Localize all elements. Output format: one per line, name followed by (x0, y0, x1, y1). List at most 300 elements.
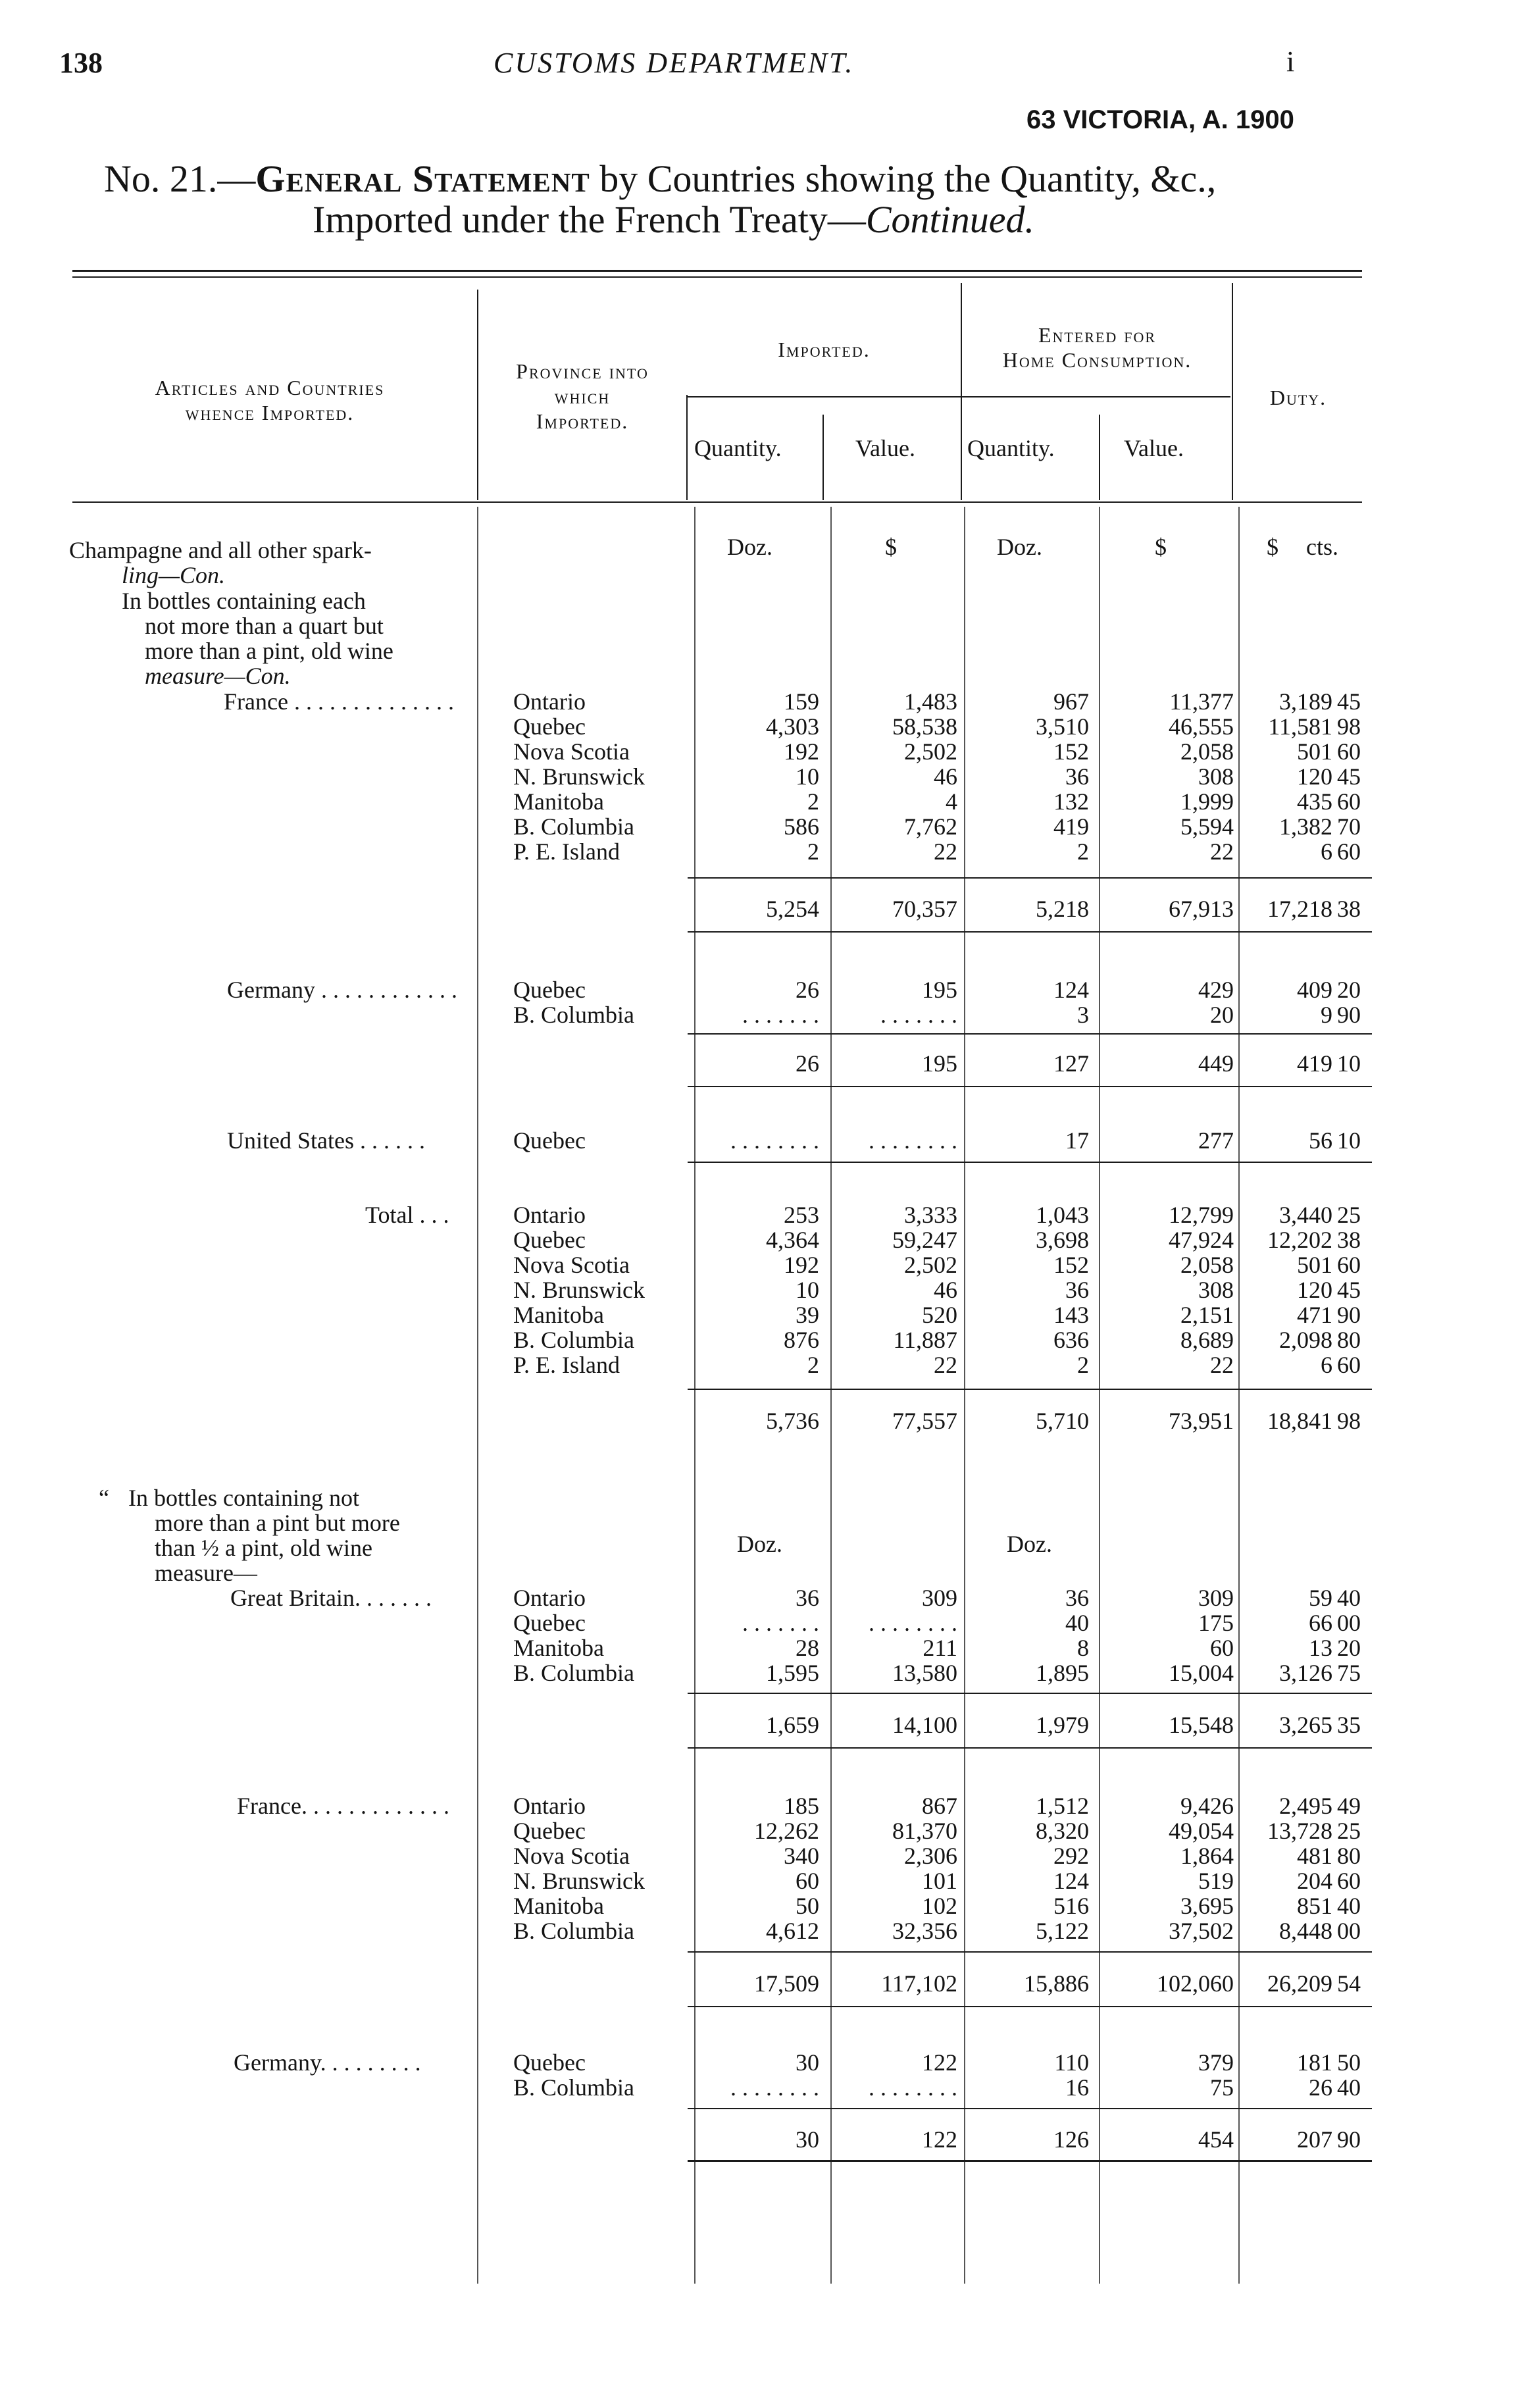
g5-eq-1: 36 (1065, 1585, 1089, 1611)
g4-dd-1: 3,440 (1279, 1202, 1332, 1228)
g7-iv-1: 122 (922, 2049, 957, 2076)
col-entered-quantity: Quantity. (967, 435, 1055, 461)
g5-dd-2: 66 (1309, 1610, 1332, 1636)
g7-total-ev: 454 (1198, 2126, 1234, 2153)
g5-prov-1: Ontario (513, 1585, 586, 1611)
col-articles (72, 375, 467, 425)
g5-total-iv: 14,100 (892, 1712, 957, 1738)
s2-unit-doz-imported: Doz. (737, 1531, 782, 1557)
g4-dd-6: 2,098 (1279, 1327, 1332, 1353)
body-vrule-iv (830, 507, 832, 2284)
g2-total-iq: 26 (796, 1050, 819, 1077)
g2-iv-1: 195 (922, 977, 957, 1003)
g1-dc-1: 45 (1337, 688, 1361, 715)
g1-dc-7: 60 (1337, 838, 1361, 865)
g1-eq-3: 152 (1053, 738, 1089, 765)
col-entered-value: Value. (1124, 435, 1184, 461)
g7-eq-1: 110 (1054, 2049, 1089, 2076)
g4-dd-7: 6 (1321, 1352, 1332, 1378)
g4-dd-5: 471 (1297, 1302, 1332, 1328)
g6-dd-6: 8,448 (1279, 1918, 1332, 1944)
g3-dd-1: 56 (1309, 1127, 1332, 1154)
g6-iq-6: 4,612 (766, 1918, 819, 1944)
g1-iq-6: 586 (784, 813, 819, 840)
g3-dc-1: 10 (1337, 1127, 1361, 1154)
g4-iq-3: 192 (784, 1252, 819, 1278)
unit-cts-duty: cts. (1306, 534, 1338, 560)
g2-iq-2: . . . . . . . (742, 1002, 819, 1028)
g4-total-iq: 5,736 (766, 1408, 819, 1434)
g2-iv-2: . . . . . . . (880, 1002, 957, 1028)
g6-dd-1: 2,495 (1279, 1793, 1332, 1819)
g7-total-dd: 207 (1297, 2126, 1332, 2153)
g4-ev-1: 12,799 (1169, 1202, 1234, 1228)
g1-ev-2: 46,555 (1169, 713, 1234, 740)
body-vrule-prov (477, 507, 478, 2284)
g5-iq-4: 1,595 (766, 1660, 819, 1686)
g3-prov-1: Quebec (513, 1127, 586, 1154)
g2-ev-1: 429 (1198, 977, 1234, 1003)
g4-eq-7: 2 (1077, 1352, 1089, 1378)
s1-heading-l1: Champagne and all other spark- (69, 537, 372, 563)
s2-sub-l4: measure— (155, 1560, 257, 1586)
g6-total-iq: 17,509 (754, 1970, 819, 1997)
g1-eq-7: 2 (1077, 838, 1089, 865)
g4-dc-3: 60 (1337, 1252, 1361, 1278)
g5-total-iq: 1,659 (766, 1712, 819, 1738)
s1-sub-l2: not more than a quart but (145, 613, 384, 639)
g3-bottom-rule (688, 1162, 1372, 1163)
g4-total-dd: 18,841 (1267, 1408, 1332, 1434)
g4-country: Total . . . (365, 1202, 449, 1228)
g1-dc-3: 60 (1337, 738, 1361, 765)
g6-prov-5: Manitoba (513, 1893, 604, 1919)
g5-total-eq: 1,979 (1036, 1712, 1089, 1738)
g6-iq-4: 60 (796, 1868, 819, 1894)
g1-bottom-rule (688, 931, 1372, 933)
g7-dd-1: 181 (1297, 2049, 1332, 2076)
table-title (104, 157, 1216, 201)
g4-eq-3: 152 (1053, 1252, 1089, 1278)
g4-prov-5: Manitoba (513, 1302, 604, 1328)
g1-dd-6: 1,382 (1279, 813, 1332, 840)
header-rule-bottom (72, 501, 1362, 503)
g6-country: France. . . . . . . . . . . . . (237, 1793, 449, 1819)
header-vrule-prov (477, 290, 478, 500)
g6-eq-1: 1,512 (1036, 1793, 1089, 1819)
g5-country: Great Britain. . . . . . . (230, 1585, 432, 1611)
g2-bottom-rule (688, 1086, 1372, 1087)
table-title-line2 (313, 197, 1034, 242)
g2-eq-1: 124 (1053, 977, 1089, 1003)
g6-ev-6: 37,502 (1169, 1918, 1234, 1944)
g1-dd-3: 501 (1297, 738, 1332, 765)
g2-dc-1: 20 (1337, 977, 1361, 1003)
g5-iv-4: 13,580 (892, 1660, 957, 1686)
g7-dc-1: 50 (1337, 2049, 1361, 2076)
col-province-l3: Imported. (536, 409, 629, 433)
g3-country: United States . . . . . . (227, 1127, 425, 1154)
g6-iq-3: 340 (784, 1843, 819, 1869)
g7-prov-1: Quebec (513, 2049, 586, 2076)
g6-total-ev: 102,060 (1157, 1970, 1234, 1997)
g1-iv-2: 58,538 (892, 713, 957, 740)
body-vrule-duty (1238, 507, 1240, 2284)
g2-total-rule (688, 1033, 1372, 1035)
g4-iv-3: 2,502 (904, 1252, 957, 1278)
g1-total-eq: 5,218 (1036, 896, 1089, 922)
g1-ev-5: 1,999 (1180, 788, 1234, 815)
col-province (480, 359, 684, 434)
g6-iv-1: 867 (922, 1793, 957, 1819)
unit-doz-imported: Doz. (727, 534, 772, 560)
g6-bottom-rule (688, 2006, 1372, 2007)
g1-iv-3: 2,502 (904, 738, 957, 765)
header-vrule-iv (822, 415, 824, 500)
col-imported-quantity: Quantity. (694, 435, 782, 461)
g4-ev-5: 2,151 (1180, 1302, 1234, 1328)
g6-total-rule (688, 1951, 1372, 1953)
g6-iv-2: 81,370 (892, 1818, 957, 1844)
g4-iq-1: 253 (784, 1202, 819, 1228)
g4-dc-4: 45 (1337, 1277, 1361, 1303)
g5-iv-3: 211 (923, 1635, 957, 1661)
s1-sub-l4: measure—Con. (145, 663, 291, 689)
g6-dc-2: 25 (1337, 1818, 1361, 1844)
header-vrule-duty (1232, 283, 1233, 500)
g4-dc-6: 80 (1337, 1327, 1361, 1353)
g4-ev-2: 47,924 (1169, 1227, 1234, 1253)
g3-iq-1: . . . . . . . . (730, 1127, 819, 1154)
g6-total-dd: 26,209 (1267, 1970, 1332, 1997)
g1-iq-4: 10 (796, 763, 819, 790)
g7-ev-2: 75 (1210, 2074, 1234, 2101)
header-vrule-entered (961, 283, 962, 500)
g1-ev-3: 2,058 (1180, 738, 1234, 765)
g5-iq-2: . . . . . . . (742, 1610, 819, 1636)
g7-total-rule (688, 2108, 1372, 2109)
g6-iv-6: 32,356 (892, 1918, 957, 1944)
g1-ev-1: 11,377 (1169, 688, 1234, 715)
g1-total-iq: 5,254 (766, 896, 819, 922)
g5-bottom-rule (688, 1747, 1372, 1749)
g1-iv-5: 4 (946, 788, 957, 815)
g2-eq-2: 3 (1077, 1002, 1089, 1028)
g6-ev-4: 519 (1198, 1868, 1234, 1894)
title-caps: General Statement (255, 157, 590, 200)
header-rule-top-2 (72, 276, 1362, 278)
g1-total-ev: 67,913 (1169, 896, 1234, 922)
folio-mark: i (1286, 45, 1295, 78)
s2-sub-l2: more than a pint but more (155, 1510, 400, 1536)
col-entered (964, 322, 1230, 372)
g4-iq-2: 4,364 (766, 1227, 819, 1253)
department-header: CUSTOMS DEPARTMENT. (493, 47, 855, 79)
g1-total-rule (688, 877, 1372, 879)
g5-ev-2: 175 (1198, 1610, 1234, 1636)
g1-dd-2: 11,581 (1268, 713, 1332, 740)
g1-iv-4: 46 (934, 763, 957, 790)
g4-iv-7: 22 (934, 1352, 957, 1378)
g1-dc-6: 70 (1337, 813, 1361, 840)
col-articles-l2: whence Imported. (185, 401, 355, 424)
title-line2-text: Imported under the French Treaty— (313, 198, 866, 241)
s1-sub-l3: more than a pint, old wine (145, 638, 393, 664)
g5-dd-3: 13 (1309, 1635, 1332, 1661)
g7-dc-2: 40 (1337, 2074, 1361, 2101)
g1-prov-1: Ontario (513, 688, 586, 715)
g7-iq-1: 30 (796, 2049, 819, 2076)
g4-iq-7: 2 (807, 1352, 819, 1378)
title-rest: by Countries showing the Quantity, &c., (590, 157, 1217, 200)
g6-iq-5: 50 (796, 1893, 819, 1919)
g5-iv-1: 309 (922, 1585, 957, 1611)
g1-total-iv: 70,357 (892, 896, 957, 922)
g5-total-rule (688, 1693, 1372, 1694)
g2-dd-2: 9 (1321, 1002, 1332, 1028)
g4-iq-6: 876 (784, 1327, 819, 1353)
g6-eq-2: 8,320 (1036, 1818, 1089, 1844)
g6-prov-6: B. Columbia (513, 1918, 635, 1944)
g5-dc-1: 40 (1337, 1585, 1361, 1611)
g7-iq-2: . . . . . . . . (730, 2074, 819, 2101)
page-number: 138 (59, 47, 103, 79)
g4-ev-3: 2,058 (1180, 1252, 1234, 1278)
g2-prov-2: B. Columbia (513, 1002, 635, 1028)
s1-sub-l1: In bottles containing each (122, 588, 366, 614)
g7-dd-2: 26 (1309, 2074, 1332, 2101)
g7-bottom-rule (688, 2160, 1372, 2162)
g7-total-eq: 126 (1053, 2126, 1089, 2153)
g5-iq-3: 28 (796, 1635, 819, 1661)
g1-dd-4: 120 (1297, 763, 1332, 790)
g2-prov-1: Quebec (513, 977, 586, 1003)
g1-iv-6: 7,762 (904, 813, 957, 840)
g4-eq-6: 636 (1053, 1327, 1089, 1353)
col-imported-value: Value. (855, 435, 915, 461)
g6-ev-5: 3,695 (1180, 1893, 1234, 1919)
g4-prov-2: Quebec (513, 1227, 586, 1253)
g6-ev-3: 1,864 (1180, 1843, 1234, 1869)
g4-dc-5: 90 (1337, 1302, 1361, 1328)
g6-total-eq: 15,886 (1024, 1970, 1089, 1997)
g4-total-dc: 98 (1337, 1408, 1361, 1434)
g1-iq-2: 4,303 (766, 713, 819, 740)
unit-doz-entered: Doz. (997, 534, 1042, 560)
g1-iv-7: 22 (934, 838, 957, 865)
col-province-l2: which (554, 384, 611, 408)
g5-dc-2: 00 (1337, 1610, 1361, 1636)
g2-dc-2: 90 (1337, 1002, 1361, 1028)
g6-eq-6: 5,122 (1036, 1918, 1089, 1944)
g7-eq-2: 16 (1065, 2074, 1089, 2101)
g5-dd-1: 59 (1309, 1585, 1332, 1611)
g5-prov-3: Manitoba (513, 1635, 604, 1661)
g6-dd-2: 13,728 (1267, 1818, 1332, 1844)
g2-dd-1: 409 (1297, 977, 1332, 1003)
s2-ditto: “ (99, 1485, 109, 1511)
col-province-l1: Province into (516, 359, 649, 383)
g6-prov-1: Ontario (513, 1793, 586, 1819)
g5-prov-2: Quebec (513, 1610, 586, 1636)
g2-total-dc: 10 (1337, 1050, 1361, 1077)
g5-iq-1: 36 (796, 1585, 819, 1611)
g2-country: Germany . . . . . . . . . . . . (227, 977, 457, 1003)
g7-ev-1: 379 (1198, 2049, 1234, 2076)
g1-dc-5: 60 (1337, 788, 1361, 815)
g6-eq-3: 292 (1053, 1843, 1089, 1869)
session-header: 63 VICTORIA, A. 1900 (1026, 105, 1294, 134)
g7-iv-2: . . . . . . . . (869, 2074, 957, 2101)
g4-eq-1: 1,043 (1036, 1202, 1089, 1228)
g7-total-dc: 90 (1337, 2126, 1361, 2153)
g6-ev-1: 9,426 (1180, 1793, 1234, 1819)
col-articles-l1: Articles and Countries (155, 376, 385, 399)
g6-iv-3: 2,306 (904, 1843, 957, 1869)
g1-prov-5: Manitoba (513, 788, 604, 815)
g3-ev-1: 277 (1198, 1127, 1234, 1154)
g1-iq-1: 159 (784, 688, 819, 715)
g1-dc-4: 45 (1337, 763, 1361, 790)
g5-total-ev: 15,548 (1169, 1712, 1234, 1738)
g1-ev-4: 308 (1198, 763, 1234, 790)
g5-dc-4: 75 (1337, 1660, 1361, 1686)
header-rule-top (72, 270, 1362, 272)
g6-iq-2: 12,262 (754, 1818, 819, 1844)
unit-dollar-entered: $ (1155, 534, 1167, 560)
g1-total-dd: 17,218 (1267, 896, 1332, 922)
g4-iv-5: 520 (922, 1302, 957, 1328)
g4-dc-7: 60 (1337, 1352, 1361, 1378)
g1-iq-7: 2 (807, 838, 819, 865)
g6-iv-4: 101 (922, 1868, 957, 1894)
s2-unit-doz-entered: Doz. (1007, 1531, 1052, 1557)
g1-prov-3: Nova Scotia (513, 738, 630, 765)
g5-ev-3: 60 (1210, 1635, 1234, 1661)
g5-ev-4: 15,004 (1169, 1660, 1234, 1686)
g1-eq-6: 419 (1053, 813, 1089, 840)
g4-total-ev: 73,951 (1169, 1408, 1234, 1434)
col-duty: Duty. (1269, 386, 1327, 409)
s1-heading-l2: ling—Con. (122, 562, 226, 588)
g6-prov-3: Nova Scotia (513, 1843, 630, 1869)
g2-total-ev: 449 (1198, 1050, 1234, 1077)
g2-ev-2: 20 (1210, 1002, 1234, 1028)
g1-prov-4: N. Brunswick (513, 763, 645, 790)
g6-dc-4: 60 (1337, 1868, 1361, 1894)
g1-dd-5: 435 (1297, 788, 1332, 815)
col-entered-l1: Entered for (1038, 323, 1157, 347)
g1-prov-6: B. Columbia (513, 813, 635, 840)
g4-iv-4: 46 (934, 1277, 957, 1303)
body-vrule-eq (964, 507, 965, 2284)
body-vrule-ev (1099, 507, 1100, 2284)
header-rule-mid (688, 396, 1230, 397)
g1-ev-6: 5,594 (1180, 813, 1234, 840)
g6-eq-5: 516 (1053, 1893, 1089, 1919)
col-imported: Imported. (778, 338, 871, 361)
g1-prov-2: Quebec (513, 713, 586, 740)
g2-iq-1: 26 (796, 977, 819, 1003)
g7-total-iv: 122 (922, 2126, 957, 2153)
g4-eq-4: 36 (1065, 1277, 1089, 1303)
g5-iv-2: . . . . . . . . (869, 1610, 957, 1636)
g6-iq-1: 185 (784, 1793, 819, 1819)
g5-prov-4: B. Columbia (513, 1660, 635, 1686)
g1-dd-7: 6 (1321, 838, 1332, 865)
g4-dd-2: 12,202 (1267, 1227, 1332, 1253)
g5-dc-3: 20 (1337, 1635, 1361, 1661)
g1-eq-1: 967 (1053, 688, 1089, 715)
g5-total-dd: 3,265 (1279, 1712, 1332, 1738)
g4-total-rule (688, 1389, 1372, 1390)
g1-total-dc: 38 (1337, 896, 1361, 922)
g6-dc-5: 40 (1337, 1893, 1361, 1919)
g7-prov-2: B. Columbia (513, 2074, 635, 2101)
g6-prov-4: N. Brunswick (513, 1868, 645, 1894)
g1-iv-1: 1,483 (904, 688, 957, 715)
g1-iq-3: 192 (784, 738, 819, 765)
g4-iq-4: 10 (796, 1277, 819, 1303)
g2-total-dd: 419 (1297, 1050, 1332, 1077)
g5-ev-1: 309 (1198, 1585, 1234, 1611)
g6-total-dc: 54 (1337, 1970, 1361, 1997)
g1-country: France . . . . . . . . . . . . . . (224, 688, 454, 715)
g5-eq-3: 8 (1077, 1635, 1089, 1661)
g4-dc-1: 25 (1337, 1202, 1361, 1228)
g1-iq-5: 2 (807, 788, 819, 815)
g4-ev-4: 308 (1198, 1277, 1234, 1303)
g4-iv-6: 11,887 (893, 1327, 957, 1353)
g1-dc-2: 98 (1337, 713, 1361, 740)
g6-prov-2: Quebec (513, 1818, 586, 1844)
g6-eq-4: 124 (1053, 1868, 1089, 1894)
g4-dc-2: 38 (1337, 1227, 1361, 1253)
g1-eq-4: 36 (1065, 763, 1089, 790)
g4-ev-7: 22 (1210, 1352, 1234, 1378)
g6-dc-6: 00 (1337, 1918, 1361, 1944)
g4-eq-5: 143 (1053, 1302, 1089, 1328)
header-vrule-ev (1099, 415, 1100, 500)
g4-prov-6: B. Columbia (513, 1327, 635, 1353)
g4-dd-4: 120 (1297, 1277, 1332, 1303)
title-continued: Continued. (865, 198, 1035, 241)
unit-dollar-imported: $ (885, 534, 897, 560)
g6-dc-1: 49 (1337, 1793, 1361, 1819)
g1-dd-1: 3,189 (1279, 688, 1332, 715)
g1-prov-7: P. E. Island (513, 838, 620, 865)
g4-prov-7: P. E. Island (513, 1352, 620, 1378)
s2-sub-l1: In bottles containing not (128, 1485, 359, 1511)
g4-prov-1: Ontario (513, 1202, 586, 1228)
g5-eq-2: 40 (1065, 1610, 1089, 1636)
g4-iv-1: 3,333 (904, 1202, 957, 1228)
g3-eq-1: 17 (1065, 1127, 1089, 1154)
g6-dd-4: 204 (1297, 1868, 1332, 1894)
g3-iv-1: . . . . . . . . (869, 1127, 957, 1154)
g6-ev-2: 49,054 (1169, 1818, 1234, 1844)
g4-prov-4: N. Brunswick (513, 1277, 645, 1303)
g4-eq-2: 3,698 (1036, 1227, 1089, 1253)
g7-country: Germany. . . . . . . . . (234, 2049, 421, 2076)
g6-dc-3: 80 (1337, 1843, 1361, 1869)
g4-dd-3: 501 (1297, 1252, 1332, 1278)
g6-total-iv: 117,102 (881, 1970, 957, 1997)
g1-ev-7: 22 (1210, 838, 1234, 865)
g1-eq-5: 132 (1053, 788, 1089, 815)
header-vrule-qty (686, 395, 688, 500)
g6-dd-3: 481 (1297, 1843, 1332, 1869)
